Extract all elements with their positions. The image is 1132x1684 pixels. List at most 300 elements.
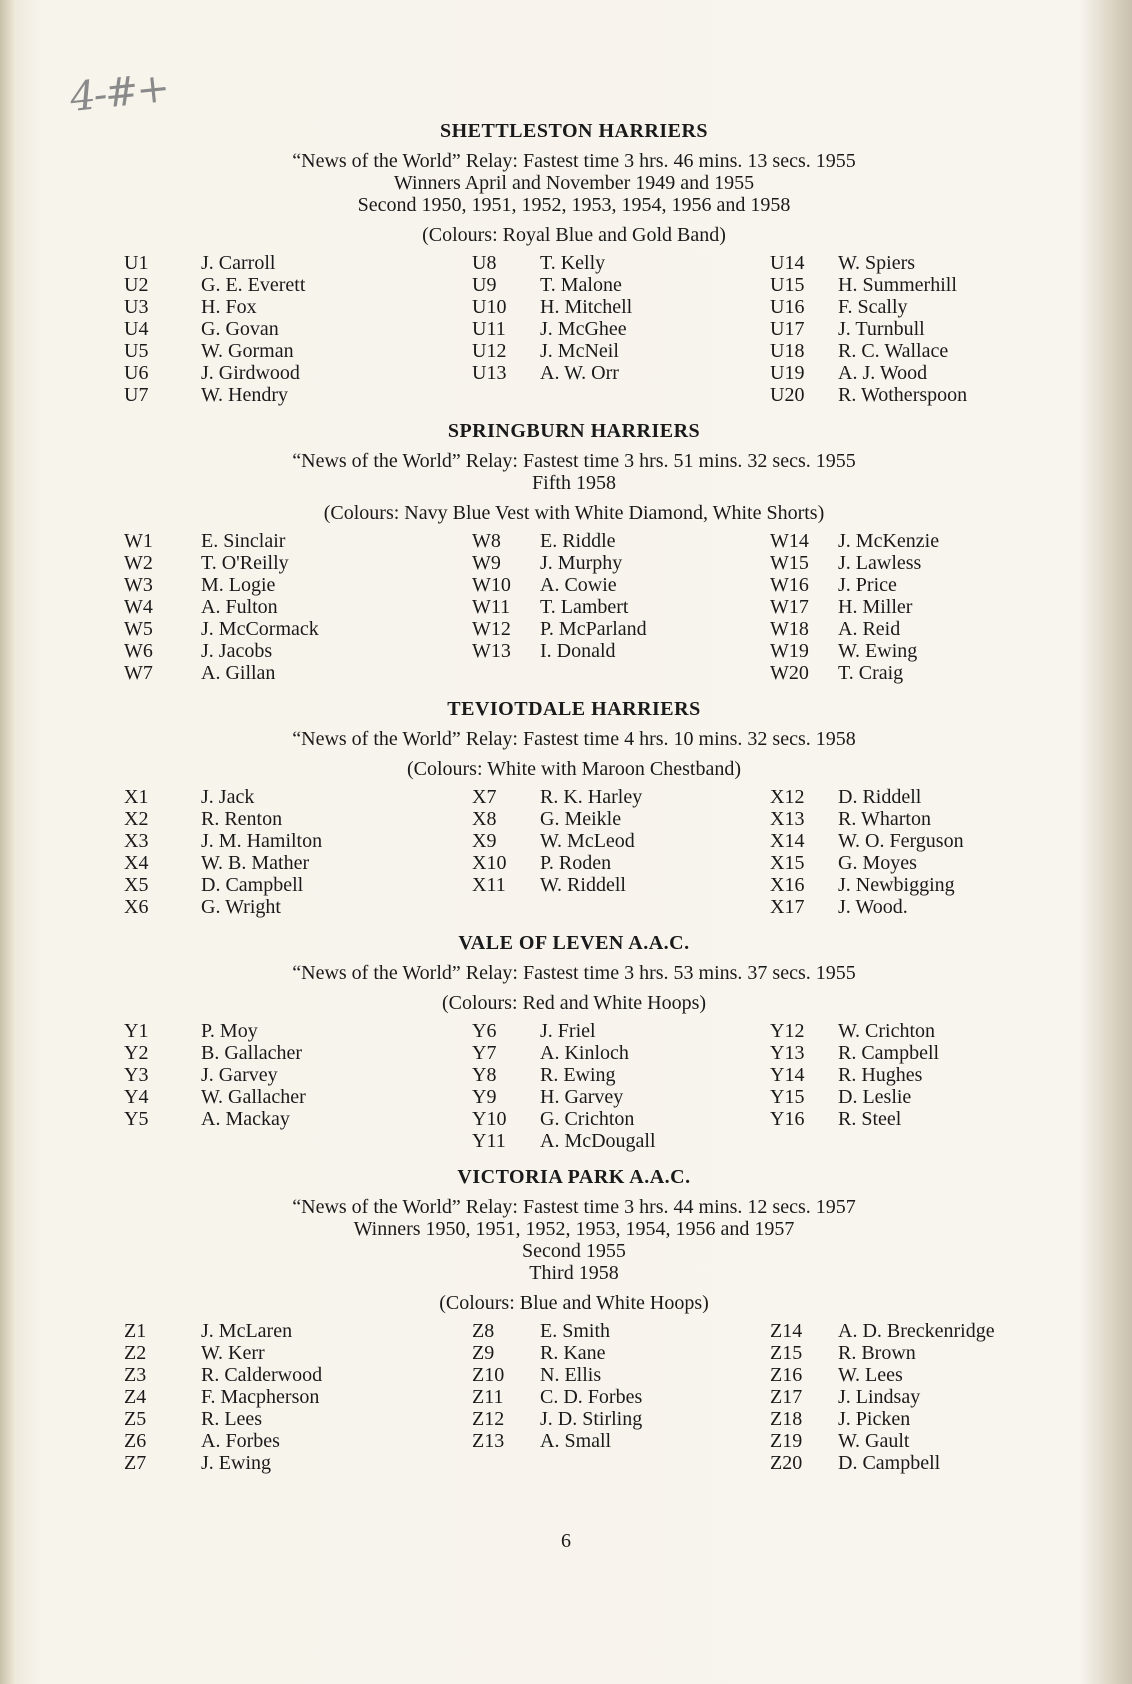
runner-number: Z14 [770, 1320, 803, 1342]
runner-number: X15 [770, 852, 805, 874]
runner-entry [472, 552, 770, 574]
runner-entry [472, 318, 770, 340]
club-record-line: “News of the World” Relay: Fastest time 3 hrs. 44 mins. 12 secs. 1957 [292, 1196, 856, 1218]
runner-number: Y8 [472, 1064, 497, 1086]
runner-number: X4 [124, 852, 149, 874]
runner-entry [124, 318, 472, 340]
runner-entry [770, 340, 1024, 362]
runner-name: J. Ewing [201, 1452, 271, 1474]
runner-number: Y12 [770, 1020, 805, 1042]
runner-entry [124, 1108, 472, 1130]
runner-entry [472, 362, 770, 384]
runner-name: W. Crichton [838, 1020, 936, 1042]
runner-name: M. Logie [201, 574, 276, 596]
runner-name: J. Newbigging [838, 874, 955, 896]
runner-number: Z15 [770, 1342, 803, 1364]
runner-entry [124, 530, 472, 552]
runner-number: X6 [124, 896, 149, 918]
runner-name: R. K. Harley [540, 786, 643, 808]
runner-number: U1 [124, 252, 149, 274]
runner-name: R. Renton [201, 808, 283, 830]
runner-name: R. Campbell [838, 1042, 940, 1064]
runner-number: W9 [472, 552, 501, 574]
runner-entry [770, 786, 1024, 808]
roster-column [472, 252, 770, 406]
runner-number: W11 [472, 596, 511, 618]
runner-name: B. Gallacher [201, 1042, 303, 1064]
club-section [124, 1166, 1024, 1474]
club-record-line: Second 1950, 1951, 1952, 1953, 1954, 1956 and 1958 [357, 194, 791, 216]
runner-name: P. Roden [540, 852, 612, 874]
runner-entry [124, 384, 472, 406]
runner-entry [770, 296, 1024, 318]
runner-number: Z7 [124, 1452, 147, 1474]
runner-name: A. Kinloch [540, 1042, 629, 1064]
runner-number: Z5 [124, 1408, 147, 1430]
club-colours: (Colours: Navy Blue Vest with White Diamond, White Shorts) [323, 502, 825, 524]
club-colours: (Colours: White with Maroon Chestband) [406, 758, 742, 780]
runner-number: W5 [124, 618, 153, 640]
runner-number: X10 [472, 852, 507, 874]
runner-name: J. Price [838, 574, 897, 596]
runner-number: X8 [472, 808, 497, 830]
runner-entry [472, 640, 770, 662]
runner-entry [472, 1364, 770, 1386]
runner-number: U2 [124, 274, 149, 296]
runner-name: D. Riddell [838, 786, 922, 808]
club-section [124, 120, 1024, 406]
runner-entry [472, 1130, 770, 1152]
runner-number: Y14 [770, 1064, 805, 1086]
runner-entry [124, 596, 472, 618]
runner-entry [472, 852, 770, 874]
roster-column [472, 1320, 770, 1474]
runner-number: U12 [472, 340, 507, 362]
runner-number: W14 [770, 530, 809, 552]
runner-name: H. Garvey [540, 1086, 624, 1108]
runner-name: W. B. Mather [201, 852, 310, 874]
runner-number: U4 [124, 318, 149, 340]
runner-number: Y11 [472, 1130, 506, 1152]
runner-roster [124, 1320, 1024, 1474]
runner-number: U10 [472, 296, 507, 318]
runner-entry [770, 1452, 1024, 1474]
runner-name: J. McNeil [540, 340, 619, 362]
runner-name: J. Murphy [540, 552, 623, 574]
runner-entry [770, 362, 1024, 384]
runner-entry [124, 362, 472, 384]
runner-entry [472, 1042, 770, 1064]
runner-entry [124, 852, 472, 874]
club-colours: (Colours: Royal Blue and Gold Band) [422, 224, 726, 246]
runner-number: U11 [472, 318, 506, 340]
club-section [124, 420, 1024, 684]
roster-column [770, 1320, 1024, 1474]
runner-entry [472, 1408, 770, 1430]
runner-name: E. Sinclair [201, 530, 286, 552]
club-record-line: Third 1958 [529, 1262, 619, 1284]
runner-number: U3 [124, 296, 149, 318]
runner-entry [770, 252, 1024, 274]
runner-name: J. Turnbull [838, 318, 925, 340]
runner-name: G. Crichton [540, 1108, 635, 1130]
runner-number: W20 [770, 662, 809, 684]
runner-entry [124, 618, 472, 640]
runner-name: W. Riddell [540, 874, 626, 896]
runner-number: W3 [124, 574, 153, 596]
runner-entry [472, 1086, 770, 1108]
runner-name: T. O'Reilly [201, 552, 289, 574]
runner-name: A. Cowie [540, 574, 617, 596]
runner-name: G. Govan [201, 318, 279, 340]
runner-number: X17 [770, 896, 805, 918]
runner-number: W6 [124, 640, 153, 662]
runner-name: H. Summerhill [838, 274, 957, 296]
runner-name: W. Spiers [838, 252, 916, 274]
runner-entry [124, 1452, 472, 1474]
runner-number: Z16 [770, 1364, 803, 1386]
runner-number: X5 [124, 874, 149, 896]
runner-name: A. W. Orr [540, 362, 619, 384]
roster-column [124, 530, 472, 684]
runner-name: R. Brown [838, 1342, 916, 1364]
runner-name: D. Campbell [838, 1452, 941, 1474]
runner-name: R. Wharton [838, 808, 931, 830]
runner-name: W. Gallacher [201, 1086, 306, 1108]
club-listing [124, 120, 1024, 1488]
club-colours: (Colours: Blue and White Hoops) [439, 1292, 709, 1314]
runner-name: J. McLaren [201, 1320, 293, 1342]
runner-entry [124, 552, 472, 574]
runner-name: W. Lees [838, 1364, 903, 1386]
runner-name: J. Girdwood [201, 362, 300, 384]
runner-name: R. Wotherspoon [838, 384, 968, 406]
roster-column [472, 786, 770, 918]
runner-entry [124, 808, 472, 830]
runner-entry [770, 596, 1024, 618]
club-name: TEVIOTDALE HARRIERS [447, 698, 701, 720]
runner-number: X12 [770, 786, 805, 808]
runner-number: Y9 [472, 1086, 497, 1108]
runner-entry [472, 596, 770, 618]
club-record-line: Winners April and November 1949 and 1955 [393, 172, 755, 194]
runner-number: Z6 [124, 1430, 147, 1452]
runner-name: W. Gault [838, 1430, 910, 1452]
runner-entry [770, 896, 1024, 918]
runner-number: W8 [472, 530, 501, 552]
runner-number: Y2 [124, 1042, 149, 1064]
runner-number: Z9 [472, 1342, 495, 1364]
runner-name: G. Meikle [540, 808, 622, 830]
runner-name: J. Garvey [201, 1064, 278, 1086]
runner-entry [770, 1320, 1024, 1342]
runner-name: A. D. Breckenridge [838, 1320, 995, 1342]
runner-entry [124, 1342, 472, 1364]
runner-number: X14 [770, 830, 805, 852]
runner-name: T. Kelly [540, 252, 606, 274]
runner-entry [770, 1020, 1024, 1042]
roster-column [124, 1320, 472, 1474]
runner-name: R. Kane [540, 1342, 606, 1364]
club-record-line: “News of the World” Relay: Fastest time 3 hrs. 51 mins. 32 secs. 1955 [292, 450, 856, 472]
runner-name: P. McParland [540, 618, 647, 640]
runner-entry [124, 574, 472, 596]
runner-number: W2 [124, 552, 153, 574]
roster-column [124, 252, 472, 406]
runner-entry [770, 318, 1024, 340]
runner-name: J. Wood. [838, 896, 908, 918]
runner-number: X13 [770, 808, 805, 830]
runner-entry [124, 830, 472, 852]
runner-number: Z18 [770, 1408, 803, 1430]
club-name: VICTORIA PARK A.A.C. [457, 1166, 691, 1188]
runner-number: U8 [472, 252, 497, 274]
runner-name: A. Mackay [201, 1108, 290, 1130]
runner-entry [124, 340, 472, 362]
runner-name: T. Lambert [540, 596, 629, 618]
roster-column [770, 252, 1024, 406]
runner-number: Z2 [124, 1342, 147, 1364]
roster-column [124, 1020, 472, 1152]
runner-entry [770, 1042, 1024, 1064]
runner-entry [472, 874, 770, 896]
runner-name: W. Gorman [201, 340, 294, 362]
runner-name: G. Wright [201, 896, 281, 918]
runner-name: J. Jacobs [201, 640, 273, 662]
runner-number: U5 [124, 340, 149, 362]
runner-entry [124, 1408, 472, 1430]
runner-entry [770, 1064, 1024, 1086]
runner-number: X9 [472, 830, 497, 852]
runner-entry [770, 574, 1024, 596]
runner-entry [472, 808, 770, 830]
runner-number: Z20 [770, 1452, 803, 1474]
runner-number: W19 [770, 640, 809, 662]
runner-entry [124, 252, 472, 274]
runner-number: Y13 [770, 1042, 805, 1064]
runner-name: D. Leslie [838, 1086, 912, 1108]
runner-name: J. Picken [838, 1408, 911, 1430]
runner-number: Z10 [472, 1364, 505, 1386]
runner-entry [770, 618, 1024, 640]
runner-number: U18 [770, 340, 805, 362]
runner-entry [124, 874, 472, 896]
runner-name: T. Craig [838, 662, 904, 684]
club-record-line: Fifth 1958 [532, 472, 616, 494]
runner-number: W10 [472, 574, 511, 596]
page-number: 6 [561, 1530, 571, 1552]
runner-entry [472, 1386, 770, 1408]
roster-column [472, 530, 770, 684]
runner-entry [472, 574, 770, 596]
roster-column [770, 1020, 1024, 1152]
runner-number: Y6 [472, 1020, 497, 1042]
runner-roster [124, 252, 1024, 406]
club-record-line: “News of the World” Relay: Fastest time 4 hrs. 10 mins. 32 secs. 1958 [292, 728, 856, 750]
club-record-line: “News of the World” Relay: Fastest time 3 hrs. 46 mins. 13 secs. 1955 [292, 150, 856, 172]
runner-name: P. Moy [201, 1020, 258, 1042]
runner-entry [472, 1320, 770, 1342]
club-colours: (Colours: Red and White Hoops) [441, 992, 707, 1014]
runner-name: N. Ellis [540, 1364, 602, 1386]
runner-entry [124, 1042, 472, 1064]
runner-name: H. Fox [201, 296, 257, 318]
runner-number: U20 [770, 384, 805, 406]
runner-number: Y7 [472, 1042, 497, 1064]
runner-number: W17 [770, 596, 809, 618]
runner-number: Y4 [124, 1086, 149, 1108]
runner-number: W7 [124, 662, 153, 684]
runner-number: Z4 [124, 1386, 147, 1408]
runner-entry [770, 808, 1024, 830]
runner-number: Z1 [124, 1320, 147, 1342]
runner-name: A. J. Wood [838, 362, 928, 384]
runner-number: Z19 [770, 1430, 803, 1452]
runner-name: H. Mitchell [540, 296, 633, 318]
runner-entry [770, 1086, 1024, 1108]
runner-entry [770, 852, 1024, 874]
club-name: VALE OF LEVEN A.A.C. [458, 932, 690, 954]
runner-entry [472, 530, 770, 552]
runner-entry [124, 640, 472, 662]
runner-entry [124, 1086, 472, 1108]
runner-number: W18 [770, 618, 809, 640]
runner-name: I. Donald [540, 640, 616, 662]
club-record-line: “News of the World” Relay: Fastest time 3 hrs. 53 mins. 37 secs. 1955 [292, 962, 856, 984]
runner-number: Y10 [472, 1108, 507, 1130]
runner-name: T. Malone [540, 274, 622, 296]
runner-number: U19 [770, 362, 805, 384]
roster-column [472, 1020, 770, 1152]
runner-number: U6 [124, 362, 149, 384]
club-section [124, 932, 1024, 1152]
runner-number: X16 [770, 874, 805, 896]
runner-entry [124, 296, 472, 318]
runner-entry [472, 1064, 770, 1086]
runner-number: Y16 [770, 1108, 805, 1130]
runner-entry [472, 1108, 770, 1130]
runner-entry [770, 662, 1024, 684]
runner-number: U14 [770, 252, 805, 274]
runner-entry [770, 1386, 1024, 1408]
runner-name: J. M. Hamilton [201, 830, 323, 852]
runner-entry [472, 1020, 770, 1042]
runner-entry [472, 618, 770, 640]
runner-number: Y5 [124, 1108, 149, 1130]
runner-number: U16 [770, 296, 805, 318]
runner-entry [124, 662, 472, 684]
runner-entry [770, 1342, 1024, 1364]
runner-roster [124, 530, 1024, 684]
runner-name: A. Fulton [201, 596, 278, 618]
roster-column [770, 786, 1024, 918]
runner-entry [124, 1064, 472, 1086]
runner-number: Z8 [472, 1320, 495, 1342]
runner-number: Y15 [770, 1086, 805, 1108]
runner-name: R. Ewing [540, 1064, 616, 1086]
runner-number: Y1 [124, 1020, 149, 1042]
runner-entry [770, 530, 1024, 552]
runner-entry [124, 786, 472, 808]
runner-number: Y3 [124, 1064, 149, 1086]
club-record-line: Winners 1950, 1951, 1952, 1953, 1954, 1956 and 1957 [353, 1218, 795, 1240]
runner-entry [124, 1320, 472, 1342]
runner-number: W15 [770, 552, 809, 574]
runner-name: G. E. Everett [201, 274, 306, 296]
runner-name: R. Calderwood [201, 1364, 323, 1386]
runner-entry [124, 1364, 472, 1386]
runner-entry [124, 1386, 472, 1408]
runner-name: R. Hughes [838, 1064, 923, 1086]
runner-name: F. Macpherson [201, 1386, 320, 1408]
runner-entry [770, 1430, 1024, 1452]
runner-number: Z17 [770, 1386, 803, 1408]
runner-number: U17 [770, 318, 805, 340]
runner-name: J. McCormack [201, 618, 319, 640]
runner-entry [770, 640, 1024, 662]
runner-entry [472, 296, 770, 318]
runner-entry [770, 274, 1024, 296]
runner-number: U15 [770, 274, 805, 296]
runner-name: F. Scally [838, 296, 908, 318]
runner-entry [124, 896, 472, 918]
runner-number: W12 [472, 618, 511, 640]
runner-roster [124, 786, 1024, 918]
runner-name: W. McLeod [540, 830, 635, 852]
runner-entry [770, 384, 1024, 406]
runner-name: H. Miller [838, 596, 913, 618]
runner-name: W. Kerr [201, 1342, 265, 1364]
roster-column [124, 786, 472, 918]
runner-entry [770, 1408, 1024, 1430]
runner-entry [124, 274, 472, 296]
runner-number: W13 [472, 640, 511, 662]
runner-name: J. Lindsay [838, 1386, 921, 1408]
club-record-line: Second 1955 [522, 1240, 626, 1262]
runner-entry [472, 252, 770, 274]
runner-number: X1 [124, 786, 149, 808]
runner-roster [124, 1020, 1024, 1152]
runner-name: A. Gillan [201, 662, 276, 684]
runner-name: E. Riddle [540, 530, 616, 552]
runner-number: Z13 [472, 1430, 505, 1452]
runner-name: W. O. Ferguson [838, 830, 964, 852]
runner-number: W16 [770, 574, 809, 596]
runner-number: Z3 [124, 1364, 147, 1386]
runner-number: W1 [124, 530, 153, 552]
runner-entry [770, 1364, 1024, 1386]
runner-name: J. Lawless [838, 552, 922, 574]
runner-name: J. Jack [201, 786, 255, 808]
runner-name: W. Hendry [201, 384, 289, 406]
runner-entry [472, 340, 770, 362]
runner-number: U13 [472, 362, 507, 384]
runner-name: J. Friel [540, 1020, 596, 1042]
runner-entry [770, 1108, 1024, 1130]
runner-entry [124, 1020, 472, 1042]
runner-name: J. Carroll [201, 252, 276, 274]
runner-name: A. Forbes [201, 1430, 280, 1452]
runner-name: D. Campbell [201, 874, 304, 896]
runner-name: R. Steel [838, 1108, 902, 1130]
runner-name: A. McDougall [540, 1130, 656, 1152]
page-spine [0, 0, 14, 1684]
runner-number: X11 [472, 874, 506, 896]
runner-name: R. Lees [201, 1408, 263, 1430]
club-section [124, 698, 1024, 918]
runner-name: W. Ewing [838, 640, 918, 662]
runner-number: X7 [472, 786, 497, 808]
